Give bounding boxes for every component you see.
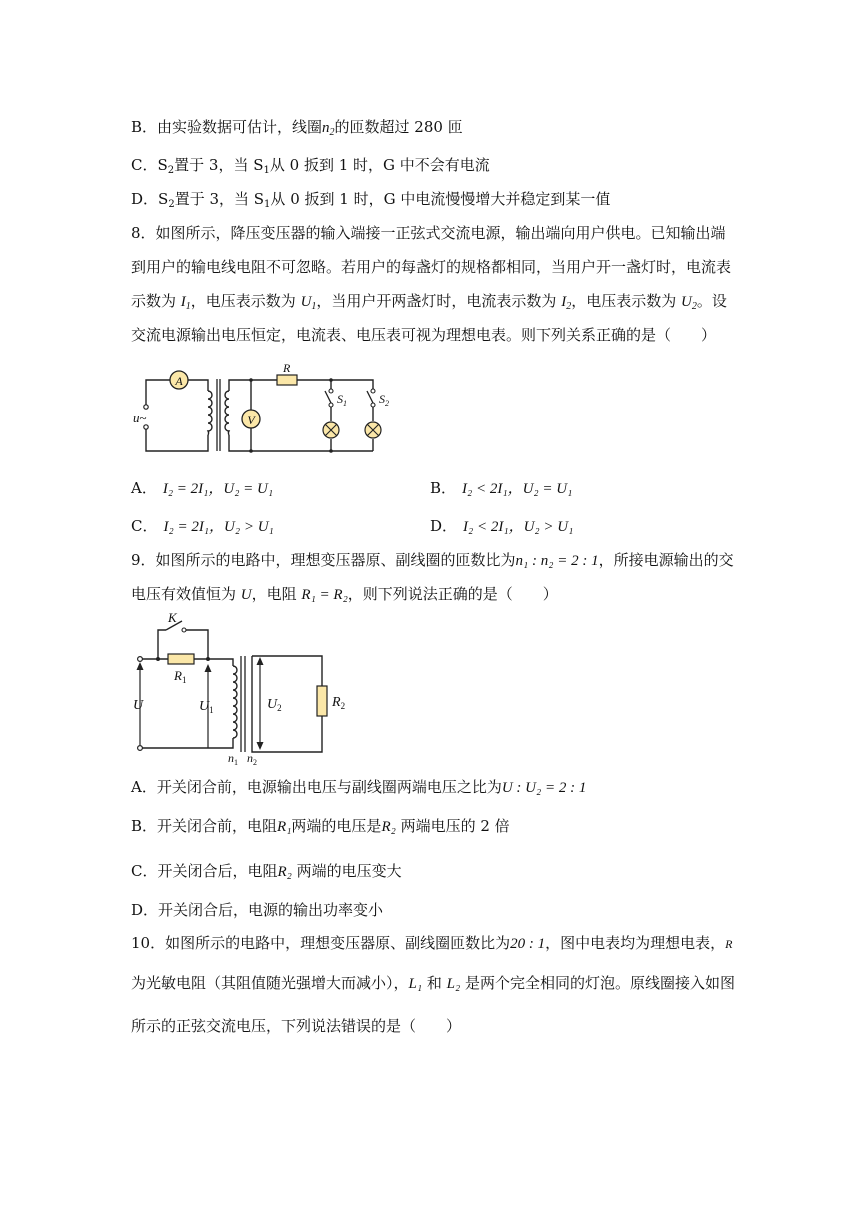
secondary-coil [225, 391, 229, 435]
primary-coil [208, 391, 212, 435]
q9-stem-line2 [131, 584, 558, 605]
option-expr: I₂ < 2I₁，U₂ = U₁ [462, 481, 573, 497]
i1 [181, 294, 191, 310]
u1 [301, 294, 317, 310]
switch-contact [371, 403, 375, 407]
txt: ，所接电源输出的交 [598, 551, 734, 569]
txt: ，电阻 [251, 585, 302, 603]
q7-option-c [131, 155, 490, 175]
txt: ，电压表示数为 [571, 292, 681, 310]
expr: U : U₂ = 2 : 1 [501, 780, 587, 796]
r2: R₂ [277, 864, 292, 880]
var: I [561, 294, 567, 310]
voltmeter-label: V [247, 413, 255, 427]
terminal [138, 746, 143, 751]
sub: 2 [167, 165, 175, 176]
ammeter-label: A [175, 374, 183, 388]
option-expr: I₂ < 2I₁，U₂ > U₁ [463, 519, 574, 535]
option-letter: B． [430, 479, 457, 497]
txt: D．S [131, 190, 169, 208]
n2-label: $n_2$ [247, 751, 257, 767]
q8-option-c [131, 516, 274, 537]
primary-bottom-wire [142, 738, 233, 748]
sub: 1 [311, 301, 317, 312]
txt: 为光敏电阻（其阻值随光强增大而减小）， [131, 974, 409, 992]
txt: ，图中电表均为理想电表， [545, 934, 726, 952]
q8-stem-line1: 8．如图所示，降压变压器的输入端接一正弦式交流电源，输出端向用户供电。已知输出端 [131, 224, 726, 242]
u2 [681, 294, 697, 310]
txt: 。设 [696, 292, 727, 310]
r2: R₂ [381, 819, 396, 835]
ratio: 20 : 1 [510, 936, 546, 952]
var: I [180, 294, 186, 310]
terminal [144, 405, 148, 409]
txt: 9．如图所示的电路中，理想变压器原、副线圈的匝数比为 [131, 551, 516, 569]
q7-option-b-text: B．由实验数据可估计，线圈 [131, 118, 323, 136]
sub: 1 [264, 199, 271, 210]
switch-s2-label: $S_2$ [379, 392, 389, 408]
arrowhead [205, 664, 212, 672]
secondary-loop [252, 656, 322, 752]
txt: ，当用户开两盏灯时，电流表示数为 [316, 292, 562, 310]
eq: R₁ = R₂ [301, 587, 348, 603]
junction-dot [249, 449, 253, 453]
r: R [725, 937, 733, 951]
txt: 两端的电压是 [291, 817, 382, 835]
resistor-r2 [317, 686, 327, 716]
resistor-label: R [283, 361, 291, 375]
r2-label: $R_2$ [332, 695, 346, 711]
txt: 电压有效值恒为 [131, 585, 241, 603]
q9-stem-line1 [131, 550, 734, 571]
q8-option-a [131, 478, 273, 499]
switch-s1-label: $S_1$ [337, 392, 347, 408]
option-letter: D． [430, 517, 458, 535]
q10-stem-line3: 所示的正弦交流电压，下列说法错误的是（ ） [131, 1017, 462, 1035]
q7-option-b [131, 117, 463, 138]
txt: 是两个完全相同的灯泡。原线圈接入如图 [460, 974, 735, 992]
line-resistor [277, 375, 297, 385]
txt: 和 [422, 974, 447, 992]
sub: 2 [168, 199, 175, 210]
junction-dot [156, 657, 160, 661]
n-letter: n [322, 120, 330, 136]
arrowhead [137, 662, 144, 670]
l1: L₁ [408, 976, 423, 992]
n2-var [322, 120, 335, 136]
txt: 两端的电压变大 [291, 862, 402, 880]
u1-label: $U_1$ [199, 699, 214, 715]
option-letter: C． [131, 517, 158, 535]
q8-option-b [430, 478, 572, 499]
switch-contact [371, 389, 375, 393]
source-label: u~ [133, 410, 147, 425]
r1-label: $R_1$ [174, 668, 187, 685]
var: U [680, 294, 692, 310]
txt: B．开关闭合前，电阻 [131, 817, 278, 835]
txt: 10．如图所示的电路中，理想变压器原、副线圈匝数比为 [131, 934, 511, 952]
junction-dot [249, 378, 253, 382]
arrowhead [257, 657, 264, 665]
txt: A．开关闭合前，电源输出电压与副线圈两端电压之比为 [131, 778, 502, 796]
q9-option-b [131, 816, 510, 837]
q7-option-b-tail: 的匝数超过 280 匝 [334, 118, 463, 136]
r1: R₁ [277, 819, 292, 835]
primary-loop [146, 380, 208, 451]
sub: 1 [263, 165, 270, 176]
q10-stem-line2 [131, 973, 735, 994]
key-contact [182, 628, 186, 632]
sub: 2 [566, 301, 572, 312]
txt: 置于 3，当 S [174, 190, 265, 208]
arrowhead [257, 742, 264, 750]
var: U [300, 294, 312, 310]
q8-circuit-figure [131, 363, 391, 453]
terminal [138, 657, 143, 662]
n1-label: $n_1$ [228, 751, 238, 767]
n-sub: 2 [329, 127, 335, 138]
key-label: K [168, 610, 177, 625]
ratio: n₁ : n₂ = 2 : 1 [515, 553, 599, 569]
source-label: U [133, 698, 144, 713]
resistor-r1 [168, 654, 194, 664]
terminal [144, 425, 148, 429]
q9-circuit-figure [128, 610, 358, 767]
txt: C．S [131, 156, 168, 174]
sub: 1 [185, 301, 191, 312]
txt: ，电压表示数为 [190, 292, 301, 310]
q7-option-d [131, 189, 610, 209]
q8-stem-line4: 交流电源输出电压恒定，电流表、电压表可视为理想电表。则下列关系正确的是（ ） [131, 326, 717, 344]
txt: 两端电压的 2 倍 [395, 817, 510, 835]
q8-option-d [430, 516, 573, 537]
txt: 从 0 扳到 1 时，G 中电流慢慢增大并稳定到某一值 [270, 190, 611, 208]
u2-label: $U_2$ [267, 697, 282, 713]
junction-dot [206, 657, 210, 661]
primary-coil [233, 666, 237, 738]
q10-stem-line1 [131, 933, 732, 954]
txt: 从 0 扳到 1 时，G 中不会有电流 [269, 156, 490, 174]
q8-stem-line3 [131, 291, 727, 312]
sub: 2 [691, 301, 697, 312]
var-u: U [240, 587, 252, 603]
switch-contact [329, 389, 333, 393]
option-expr: I₂ = 2I₁，U₂ > U₁ [163, 519, 274, 535]
txt: ，则下列说法正确的是（ ） [347, 585, 558, 603]
q9-option-c [131, 861, 402, 882]
switch-contact [329, 403, 333, 407]
option-expr: I₂ = 2I₁，U₂ = U₁ [162, 481, 274, 497]
txt: 置于 3，当 S [174, 156, 264, 174]
q9-option-d: D．开关闭合后，电源的输出功率变小 [131, 901, 384, 919]
q9-option-a [131, 777, 586, 798]
q8-stem-line2: 到用户的输电线电阻不可忽略。若用户的每盏灯的规格都相同，当用户开一盏灯时，电流表 [131, 258, 732, 276]
option-letter: A． [131, 479, 157, 497]
txt: C．开关闭合后，电阻 [131, 862, 278, 880]
txt: 示数为 [131, 292, 181, 310]
i2 [561, 294, 571, 310]
l2: L₂ [446, 976, 461, 992]
